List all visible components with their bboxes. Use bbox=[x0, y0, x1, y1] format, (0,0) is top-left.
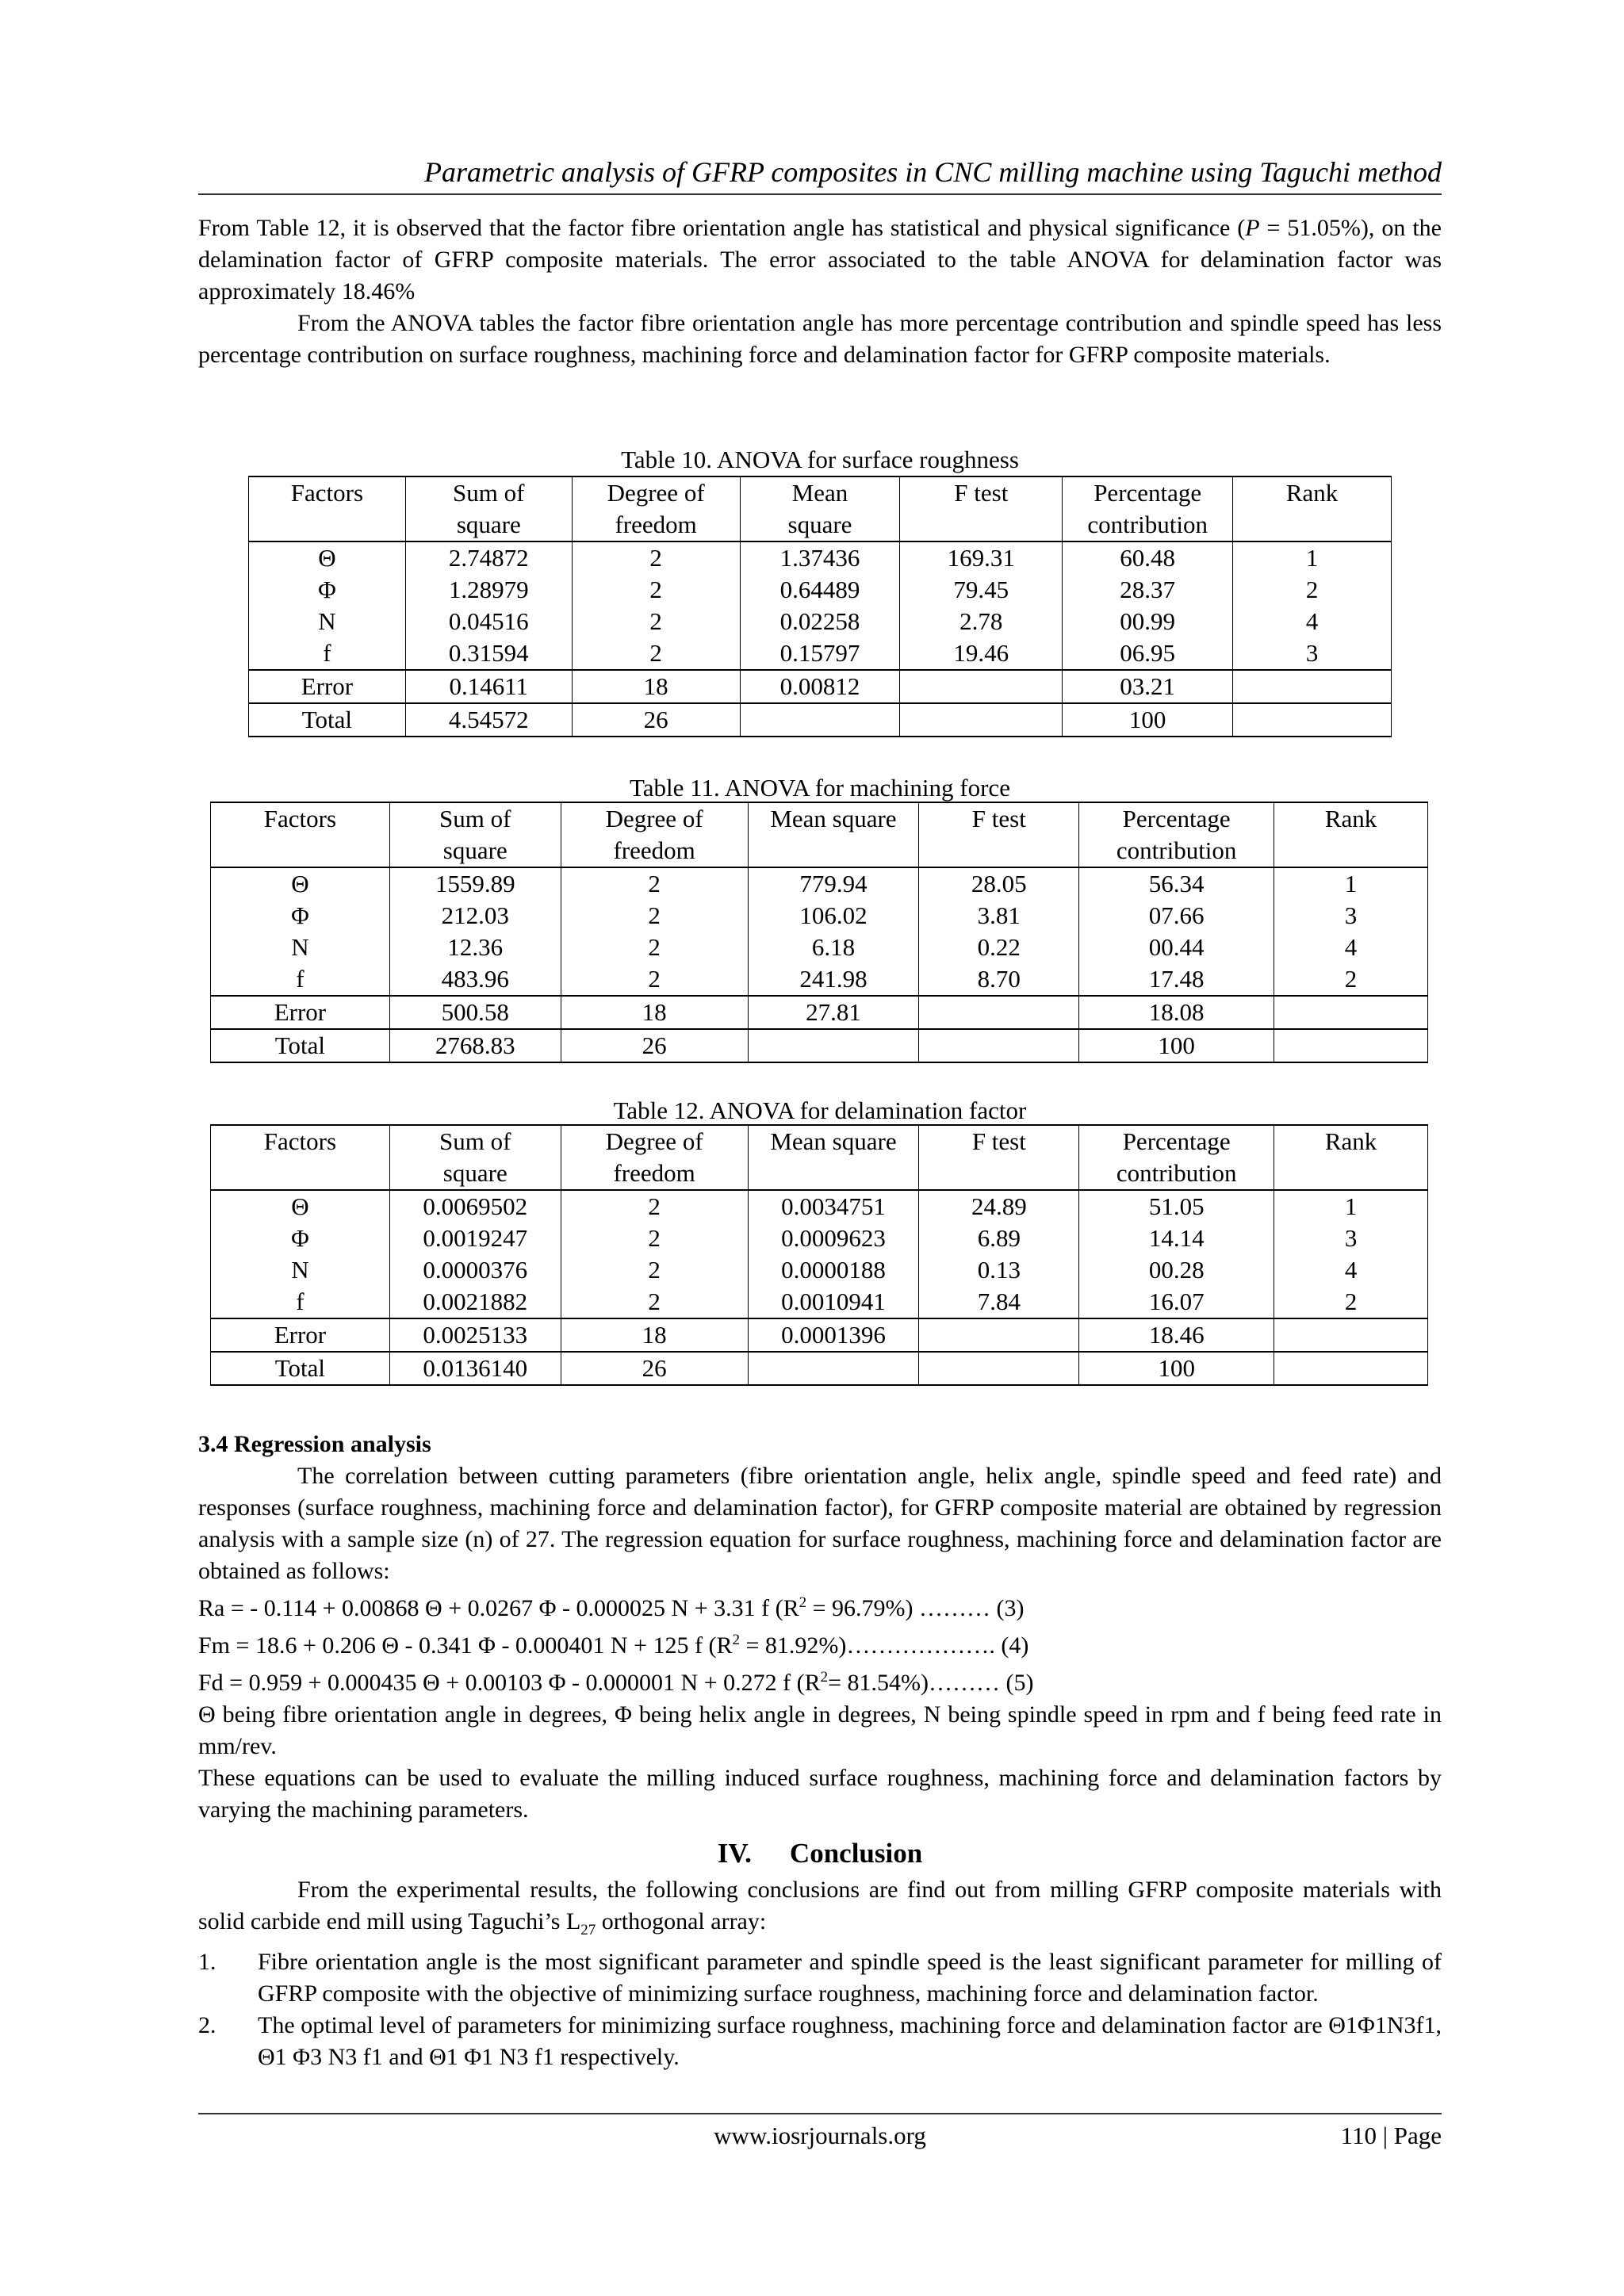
table-cell: 0.0009623 bbox=[748, 1223, 919, 1254]
table-cell: f bbox=[211, 963, 390, 996]
column-header-line bbox=[1279, 1158, 1423, 1189]
column-header-line: Sum of bbox=[439, 805, 511, 832]
column-header bbox=[1274, 802, 1428, 867]
column-header-line: contribution bbox=[1116, 1159, 1237, 1187]
column-header-line bbox=[1279, 835, 1423, 867]
conclusion-item bbox=[198, 1946, 1442, 2010]
table-cell: Error bbox=[249, 670, 406, 703]
table-cell: 1 bbox=[1274, 1190, 1428, 1223]
table-cell: 2 bbox=[561, 932, 748, 963]
column-header-line bbox=[905, 509, 1057, 541]
column-header-line: Degree of bbox=[605, 805, 703, 832]
table-cell bbox=[1274, 996, 1428, 1029]
table-cell: 00.44 bbox=[1079, 932, 1274, 963]
column-header bbox=[561, 1125, 748, 1190]
table-total-row bbox=[249, 703, 1392, 737]
column-header bbox=[249, 476, 406, 541]
column-header-line: Degree of bbox=[605, 1127, 703, 1155]
table-cell: Φ bbox=[211, 1223, 390, 1254]
footer-website: www.iosrjournals.org bbox=[714, 2122, 926, 2149]
column-header bbox=[919, 1125, 1079, 1190]
conclusion-intro-b: orthogonal array: bbox=[596, 1908, 767, 1934]
table-cell: 18 bbox=[561, 1318, 748, 1352]
table-10-caption: Table 10. ANOVA for surface roughness bbox=[621, 446, 1019, 473]
conclusion-section bbox=[198, 1874, 1442, 2073]
table-cell bbox=[900, 703, 1063, 737]
table-cell: 169.31 bbox=[900, 541, 1063, 574]
table-cell: 2 bbox=[572, 574, 740, 606]
column-header bbox=[748, 1125, 919, 1190]
table-cell: 24.89 bbox=[919, 1190, 1079, 1223]
table-cell: 0.0025133 bbox=[389, 1318, 561, 1352]
table-cell: 17.48 bbox=[1079, 963, 1274, 996]
conclusion-title: Conclusion bbox=[789, 1838, 923, 1869]
column-header bbox=[561, 802, 748, 867]
table-cell: 0.02258 bbox=[740, 606, 900, 637]
column-header-line bbox=[753, 835, 914, 867]
column-header-line: Sum of bbox=[453, 479, 525, 507]
table-cell: 779.94 bbox=[748, 867, 919, 900]
column-header-line: square bbox=[787, 511, 852, 538]
table-cell: 2 bbox=[561, 900, 748, 932]
intro-p1-post: = 51.05%), on the delamination factor of GFRP composite materials. The error associated to the table ANOVA for delamination factor was approximately 18.46% bbox=[198, 215, 1442, 304]
table-cell: 3 bbox=[1274, 900, 1428, 932]
column-header-line: contribution bbox=[1087, 511, 1208, 538]
table-cell: 1 bbox=[1233, 541, 1392, 574]
table-cell: 03.21 bbox=[1063, 670, 1233, 703]
table-cell: 0.64489 bbox=[740, 574, 900, 606]
table-cell: 14.14 bbox=[1079, 1223, 1274, 1254]
column-header-line: freedom bbox=[613, 1159, 695, 1187]
table-cell: 2 bbox=[572, 606, 740, 637]
equation-5 bbox=[198, 1662, 1442, 1699]
table-cell: f bbox=[211, 1286, 390, 1318]
column-header-line: Mean square bbox=[770, 805, 897, 832]
table-cell: 0.0000376 bbox=[389, 1254, 561, 1286]
table-cell: 0.22 bbox=[919, 932, 1079, 963]
table-cell: 2 bbox=[561, 867, 748, 900]
table-cell: N bbox=[211, 932, 390, 963]
conclusion-list bbox=[198, 1946, 1442, 2073]
column-header-line: F test bbox=[971, 805, 1026, 832]
column-header-line bbox=[216, 835, 385, 867]
table-cell bbox=[740, 703, 900, 737]
table-cell: 2 bbox=[1233, 574, 1392, 606]
anova-table-machining-force bbox=[210, 802, 1428, 1063]
table-cell bbox=[1274, 1318, 1428, 1352]
column-header bbox=[748, 802, 919, 867]
conclusion-item bbox=[198, 2010, 1442, 2073]
column-header-line: contribution bbox=[1116, 836, 1237, 864]
table-cell: 1559.89 bbox=[389, 867, 561, 900]
table-row bbox=[211, 900, 1428, 932]
table-cell: 2 bbox=[572, 541, 740, 574]
table-cell: 18.08 bbox=[1079, 996, 1274, 1029]
column-header-line: Mean square bbox=[770, 1127, 897, 1155]
column-header-line: Sum of bbox=[439, 1127, 511, 1155]
table-header-row bbox=[249, 476, 1392, 541]
table-cell: 1.28979 bbox=[405, 574, 572, 606]
column-header bbox=[1079, 1125, 1274, 1190]
eq4-rhs: = 81.92%)………………. (4) bbox=[740, 1632, 1029, 1659]
table-cell: 27.81 bbox=[748, 996, 919, 1029]
column-header-line bbox=[254, 509, 400, 541]
conclusion-intro bbox=[198, 1874, 1442, 1946]
table-header-row bbox=[211, 1125, 1428, 1190]
table-cell: 0.31594 bbox=[405, 637, 572, 670]
table-cell: 4 bbox=[1274, 1254, 1428, 1286]
table-row bbox=[249, 606, 1392, 637]
table-cell: Total bbox=[211, 1352, 390, 1385]
table-cell: Θ bbox=[249, 541, 406, 574]
column-header bbox=[389, 1125, 561, 1190]
table-cell: 0.0001396 bbox=[748, 1318, 919, 1352]
table-cell: 26 bbox=[572, 703, 740, 737]
eq3-rhs: = 96.79%) ……… (3) bbox=[806, 1595, 1025, 1621]
table-cell: 3 bbox=[1233, 637, 1392, 670]
eq4-lhs: Fm = 18.6 + 0.206 Θ - 0.341 Φ - 0.000401 N + 125 f (R bbox=[198, 1632, 733, 1659]
table-cell: 0.0019247 bbox=[389, 1223, 561, 1254]
table-cell bbox=[748, 1352, 919, 1385]
table-error-row bbox=[211, 996, 1428, 1029]
table-cell: 0.00812 bbox=[740, 670, 900, 703]
table-cell: 1.37436 bbox=[740, 541, 900, 574]
intro-paragraph-1 bbox=[198, 212, 1442, 308]
column-header bbox=[740, 476, 900, 541]
table-cell: 2 bbox=[561, 1223, 748, 1254]
table-cell: 07.66 bbox=[1079, 900, 1274, 932]
table-cell: Θ bbox=[211, 1190, 390, 1223]
conclusion-heading bbox=[198, 1838, 1442, 1869]
column-header-line: Factors bbox=[263, 805, 337, 832]
table-cell: 18 bbox=[561, 996, 748, 1029]
table-row bbox=[249, 574, 1392, 606]
regression-usage-paragraph: These equations can be used to evaluate the milling induced surface roughness, machining force and delamination factors by varying the machining parameters. bbox=[198, 1765, 1442, 1823]
table-cell: 2 bbox=[1274, 963, 1428, 996]
table-cell: 16.07 bbox=[1079, 1286, 1274, 1318]
table-cell: 2.74872 bbox=[405, 541, 572, 574]
table-cell: 0.14611 bbox=[405, 670, 572, 703]
table-error-row bbox=[211, 1318, 1428, 1352]
table-cell: 2 bbox=[561, 1254, 748, 1286]
footer-rule bbox=[198, 2113, 1442, 2114]
symbol-definitions: Θ being fibre orientation angle in degrees, Φ being helix angle in degrees, N being spindle speed in rpm and f being feed rate in mm/rev. bbox=[198, 1701, 1442, 1759]
table-cell: 2 bbox=[1274, 1286, 1428, 1318]
eq3-sup: 2 bbox=[799, 1594, 807, 1611]
table-cell: 500.58 bbox=[389, 996, 561, 1029]
table-cell bbox=[1233, 703, 1392, 737]
eq3-lhs: Ra = - 0.114 + 0.00868 Θ + 0.0267 Φ - 0.000025 N + 3.31 f (R bbox=[198, 1595, 799, 1621]
eq5-sup: 2 bbox=[820, 1669, 829, 1686]
table-row bbox=[211, 1223, 1428, 1254]
table-cell: 100 bbox=[1079, 1029, 1274, 1062]
table-cell: 0.0010941 bbox=[748, 1286, 919, 1318]
conclusion-item-text: The optimal level of parameters for minimizing surface roughness, machining force and delamination factor are Θ1Φ1N3f1, Θ1 Φ3 N3 f1 and Θ1 Φ1 N3 f1 respectively. bbox=[258, 2012, 1442, 2070]
table-cell bbox=[919, 996, 1079, 1029]
table-cell: N bbox=[249, 606, 406, 637]
table-cell: 19.46 bbox=[900, 637, 1063, 670]
eq5-lhs: Fd = 0.959 + 0.000435 Θ + 0.00103 Φ - 0.000001 N + 0.272 f (R bbox=[198, 1670, 821, 1696]
column-header-line bbox=[216, 1158, 385, 1189]
table-cell: 2768.83 bbox=[389, 1029, 561, 1062]
table-cell: 26 bbox=[561, 1352, 748, 1385]
table-row bbox=[211, 963, 1428, 996]
table-cell: 1 bbox=[1274, 867, 1428, 900]
table-cell: 0.0034751 bbox=[748, 1190, 919, 1223]
table-cell: 3.81 bbox=[919, 900, 1079, 932]
column-header-line: Factors bbox=[263, 1127, 337, 1155]
table-cell: 28.05 bbox=[919, 867, 1079, 900]
column-header bbox=[572, 476, 740, 541]
table-cell: 28.37 bbox=[1063, 574, 1233, 606]
table-row bbox=[211, 1190, 1428, 1223]
table-row bbox=[211, 1254, 1428, 1286]
running-title: Parametric analysis of GFRP composites in CNC milling machine using Taguchi method bbox=[424, 156, 1442, 188]
table-cell: 0.15797 bbox=[740, 637, 900, 670]
table-cell: 2 bbox=[561, 1190, 748, 1223]
table-cell: 51.05 bbox=[1079, 1190, 1274, 1223]
table-cell: 4 bbox=[1233, 606, 1392, 637]
table-cell: Φ bbox=[249, 574, 406, 606]
table-cell: f bbox=[249, 637, 406, 670]
column-header bbox=[919, 802, 1079, 867]
table-cell: 00.99 bbox=[1063, 606, 1233, 637]
table-cell: 12.36 bbox=[389, 932, 561, 963]
conclusion-intro-a: From the experimental results, the following conclusions are find out from milling GFRP composite materials with solid carbide end mill using Taguchi’s L bbox=[198, 1877, 1442, 1934]
table-cell: 26 bbox=[561, 1029, 748, 1062]
table-row bbox=[249, 541, 1392, 574]
regression-paragraph: The correlation between cutting parameters (fibre orientation angle, helix angle, spindle speed and feed rate) and responses (surface roughness, machining force and delamination factor), for GFRP composite material are obtained by regression analysis with a sample size (n) of 27. The regression equation for surface roughness, machining force and delamination factor are obtained as follows: bbox=[198, 1463, 1442, 1584]
table-cell: 483.96 bbox=[389, 963, 561, 996]
regression-section bbox=[198, 1429, 1442, 1826]
table-cell: Total bbox=[249, 703, 406, 737]
table-total-row bbox=[211, 1352, 1428, 1385]
column-header-line: Rank bbox=[1324, 1127, 1377, 1155]
header-rule bbox=[198, 193, 1442, 195]
table-cell: 56.34 bbox=[1079, 867, 1274, 900]
table-cell bbox=[1274, 1352, 1428, 1385]
table-cell: 2 bbox=[561, 1286, 748, 1318]
conclusion-item-number: 1. bbox=[198, 1949, 216, 1975]
eq5-rhs: = 81.54%)……… (5) bbox=[828, 1670, 1034, 1696]
conclusion-item-text: Fibre orientation angle is the most significant parameter and spindle speed is the least significant parameter for milling of GFRP composite with the objective of minimizing surface roughness, machining force and delamination factor. bbox=[258, 1949, 1442, 2007]
table-cell bbox=[919, 1029, 1079, 1062]
table-cell: Error bbox=[211, 996, 390, 1029]
column-header bbox=[1063, 476, 1233, 541]
equation-3 bbox=[198, 1587, 1442, 1624]
table-cell bbox=[919, 1318, 1079, 1352]
table-cell: 0.04516 bbox=[405, 606, 572, 637]
table-cell: 212.03 bbox=[389, 900, 561, 932]
intro-section bbox=[198, 212, 1442, 371]
table-cell: 4 bbox=[1274, 932, 1428, 963]
table-cell bbox=[919, 1352, 1079, 1385]
table-cell: N bbox=[211, 1254, 390, 1286]
table-cell: 100 bbox=[1063, 703, 1233, 737]
footer-page-number: 110 | Page bbox=[1340, 2122, 1442, 2149]
table-cell: Θ bbox=[211, 867, 390, 900]
column-header-line: square bbox=[456, 511, 521, 538]
table-cell: 79.45 bbox=[900, 574, 1063, 606]
intro-p1-pre: From Table 12, it is observed that the factor fibre orientation angle has statistical and physical significance ( bbox=[198, 215, 1246, 241]
column-header-line: Mean bbox=[791, 479, 848, 507]
column-header-line bbox=[924, 835, 1074, 867]
table-cell bbox=[900, 670, 1063, 703]
conclusion-number: IV. bbox=[717, 1838, 752, 1869]
equation-4 bbox=[198, 1624, 1442, 1662]
column-header-line: square bbox=[442, 1159, 508, 1187]
column-header bbox=[1079, 802, 1274, 867]
table-row bbox=[211, 867, 1428, 900]
anova-table-surface-roughness bbox=[248, 476, 1392, 737]
column-header-line: square bbox=[442, 836, 508, 864]
column-header bbox=[405, 476, 572, 541]
table-cell: 2 bbox=[561, 963, 748, 996]
column-header-line: Factors bbox=[290, 479, 364, 507]
table-cell: 4.54572 bbox=[405, 703, 572, 737]
column-header-line: freedom bbox=[615, 511, 697, 538]
column-header bbox=[211, 802, 390, 867]
table-row bbox=[211, 1286, 1428, 1318]
table-cell: 0.0136140 bbox=[389, 1352, 561, 1385]
table-row bbox=[249, 637, 1392, 670]
table-cell: 7.84 bbox=[919, 1286, 1079, 1318]
column-header bbox=[389, 802, 561, 867]
column-header bbox=[211, 1125, 390, 1190]
column-header bbox=[1233, 476, 1392, 541]
table-cell: 106.02 bbox=[748, 900, 919, 932]
table-row bbox=[211, 932, 1428, 963]
table-cell: 2 bbox=[572, 637, 740, 670]
table-cell: 0.0021882 bbox=[389, 1286, 561, 1318]
table-cell: 18.46 bbox=[1079, 1318, 1274, 1352]
table-cell bbox=[748, 1029, 919, 1062]
table-total-row bbox=[211, 1029, 1428, 1062]
regression-heading: 3.4 Regression analysis bbox=[198, 1431, 431, 1457]
table-cell bbox=[1233, 670, 1392, 703]
table-cell: 8.70 bbox=[919, 963, 1079, 996]
table-cell: 100 bbox=[1079, 1352, 1274, 1385]
anova-table-delamination-factor bbox=[210, 1124, 1428, 1386]
table-cell: 60.48 bbox=[1063, 541, 1233, 574]
column-header-line: Percentage bbox=[1122, 1127, 1231, 1155]
table-cell: 0.13 bbox=[919, 1254, 1079, 1286]
table-header-row bbox=[211, 802, 1428, 867]
intro-paragraph-2: From the ANOVA tables the factor fibre orientation angle has more percentage contribution and spindle speed has less percentage contribution on surface roughness, machining force and delamination factor for GFRP composite materials. bbox=[198, 310, 1442, 368]
table-cell: 0.0069502 bbox=[389, 1190, 561, 1223]
table-cell: 3 bbox=[1274, 1223, 1428, 1254]
column-header-line: F test bbox=[971, 1127, 1026, 1155]
column-header bbox=[1274, 1125, 1428, 1190]
table-12-caption: Table 12. ANOVA for delamination factor bbox=[613, 1096, 1027, 1124]
table-cell: 0.0000188 bbox=[748, 1254, 919, 1286]
column-header-line bbox=[924, 1158, 1074, 1189]
table-cell: 241.98 bbox=[748, 963, 919, 996]
column-header-line: Percentage bbox=[1094, 479, 1202, 507]
table-cell: 18 bbox=[572, 670, 740, 703]
table-cell: 6.18 bbox=[748, 932, 919, 963]
column-header bbox=[900, 476, 1063, 541]
intro-p1-var: P bbox=[1245, 215, 1260, 241]
table-cell: Total bbox=[211, 1029, 390, 1062]
table-cell: 2.78 bbox=[900, 606, 1063, 637]
eq4-sup: 2 bbox=[732, 1632, 741, 1648]
column-header-line: F test bbox=[954, 479, 1009, 507]
conclusion-item-number: 2. bbox=[198, 2012, 216, 2038]
table-cell bbox=[1274, 1029, 1428, 1062]
table-cell: 6.89 bbox=[919, 1223, 1079, 1254]
column-header-line: freedom bbox=[613, 836, 695, 864]
column-header-line: Rank bbox=[1285, 479, 1339, 507]
conclusion-intro-sub: 27 bbox=[580, 1922, 596, 1938]
table-11-caption: Table 11. ANOVA for machining force bbox=[630, 774, 1010, 802]
column-header-line bbox=[1238, 509, 1386, 541]
table-cell: Error bbox=[211, 1318, 390, 1352]
table-cell: 06.95 bbox=[1063, 637, 1233, 670]
column-header-line: Percentage bbox=[1122, 805, 1231, 832]
page bbox=[198, 0, 1442, 2296]
column-header-line bbox=[753, 1158, 914, 1189]
table-cell: 00.28 bbox=[1079, 1254, 1274, 1286]
table-error-row bbox=[249, 670, 1392, 703]
column-header-line: Rank bbox=[1324, 805, 1377, 832]
column-header-line: Degree of bbox=[607, 479, 705, 507]
table-cell: Φ bbox=[211, 900, 390, 932]
